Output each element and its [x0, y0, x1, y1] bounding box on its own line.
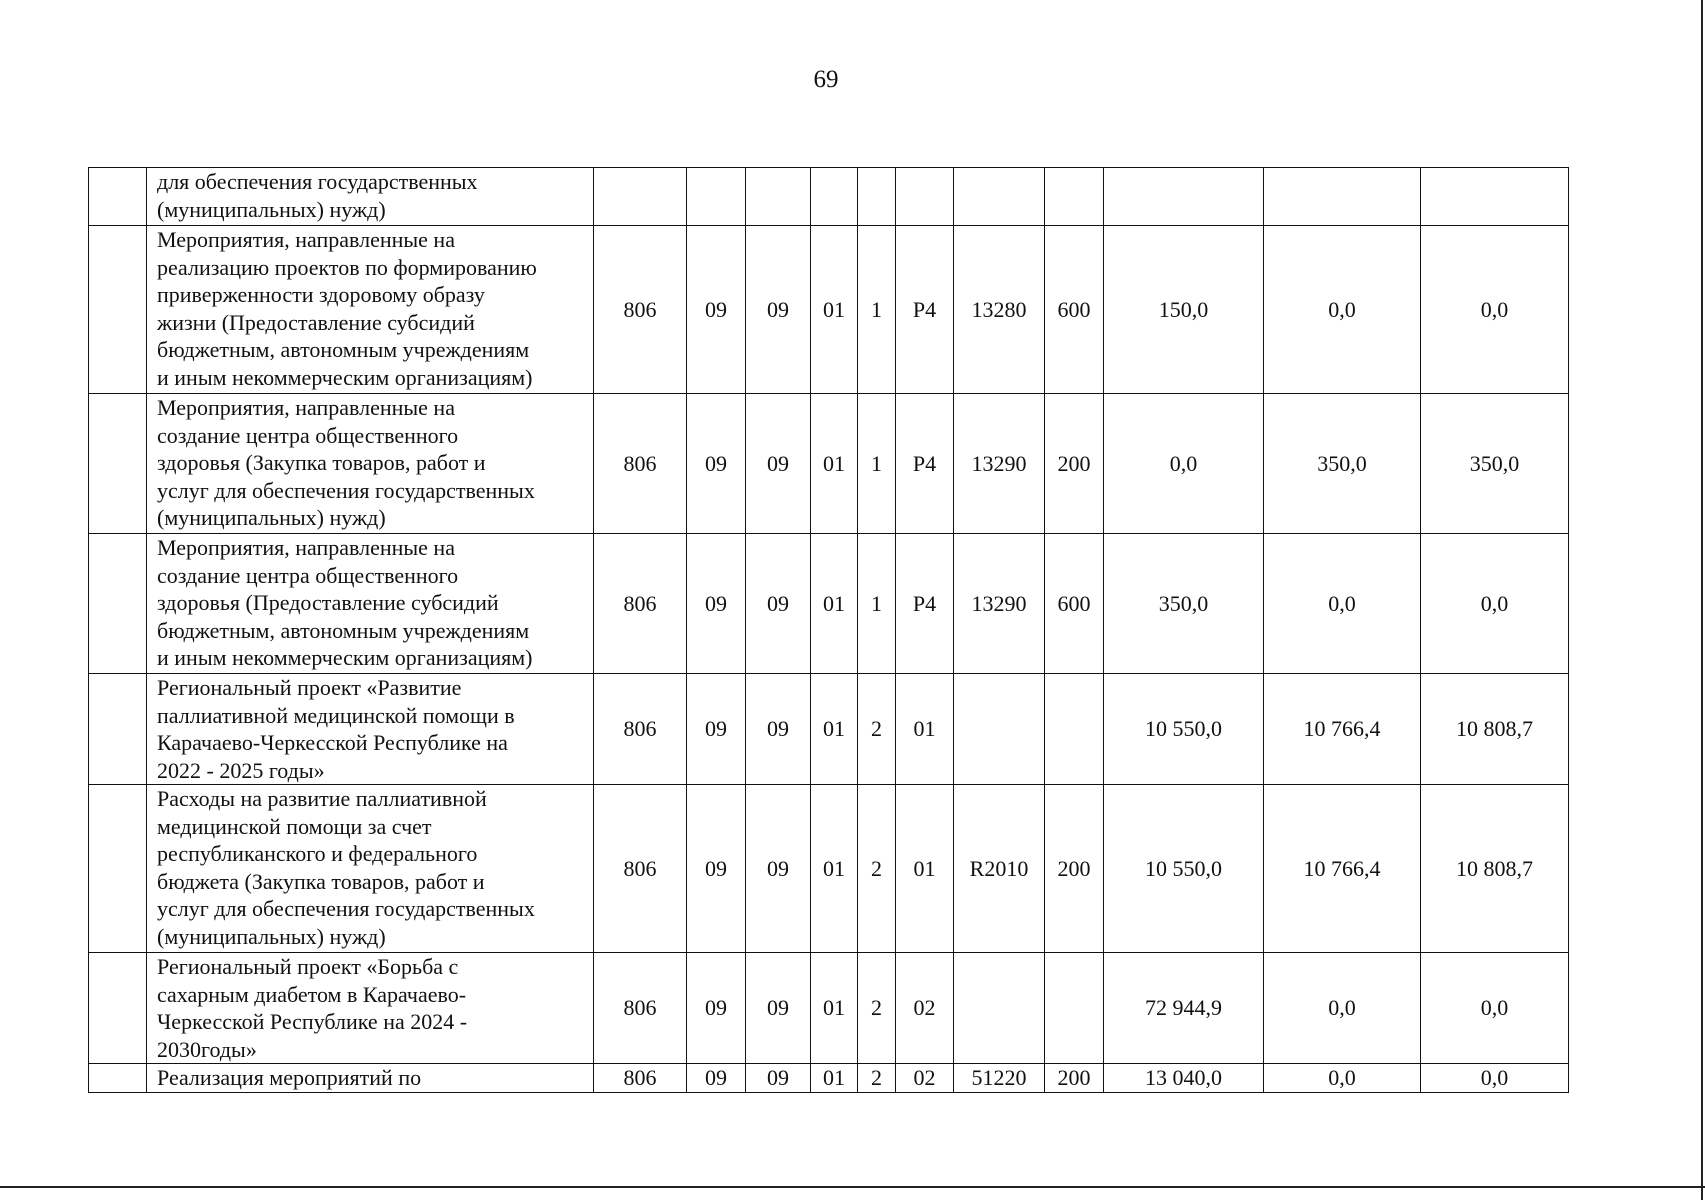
code-cell: 09: [746, 226, 811, 394]
code-cell: 09: [746, 785, 811, 953]
code-cell: 01: [811, 394, 858, 534]
item-name-cell: Мероприятия, направленные на реализацию проектов по формированию приверженности здоровому образу жизни (Предоставление субсидий бюджетным, автономным учреждениям и иным некоммерческим организациям): [147, 226, 594, 394]
code-cell: 02: [896, 1064, 954, 1093]
code-cell: 09: [687, 953, 746, 1064]
code-cell: 806: [594, 674, 687, 785]
code-cell: 09: [746, 1064, 811, 1093]
table-row: [89, 534, 1569, 674]
code-cell: 09: [687, 394, 746, 534]
amount-cell: 350,0: [1421, 394, 1569, 534]
code-cell: [858, 168, 896, 226]
item-name-cell: Реализация мероприятий по: [147, 1064, 594, 1093]
code-cell: 2: [858, 785, 896, 953]
code-cell: 09: [687, 1064, 746, 1093]
amount-cell: [1421, 168, 1569, 226]
code-cell: 600: [1045, 226, 1104, 394]
code-cell: [746, 168, 811, 226]
code-cell: 01: [811, 785, 858, 953]
page-number: 69: [813, 66, 839, 93]
page-edge: [1701, 0, 1703, 1200]
code-cell: [954, 953, 1045, 1064]
item-name-cell: Региональный проект «Борьба с сахарным диабетом в Карачаево- Черкесской Республике на 2024 - 2030годы»: [147, 953, 594, 1064]
code-cell: R2010: [954, 785, 1045, 953]
row-number-cell: [89, 168, 147, 226]
amount-cell: 0,0: [1104, 394, 1264, 534]
amount-cell: 0,0: [1264, 953, 1421, 1064]
code-cell: 09: [687, 226, 746, 394]
code-cell: 200: [1045, 785, 1104, 953]
code-cell: [594, 168, 687, 226]
code-cell: 09: [746, 674, 811, 785]
table-row: [89, 226, 1569, 394]
table-row: [89, 953, 1569, 1064]
item-name-cell: Мероприятия, направленные на создание центра общественного здоровья (Закупка товаров, работ и услуг для обеспечения государственных (муниципальных) нужд): [147, 394, 594, 534]
amount-cell: 0,0: [1421, 226, 1569, 394]
code-cell: 01: [811, 1064, 858, 1093]
item-name-cell: Региональный проект «Развитие паллиативной медицинской помощи в Карачаево-Черкесской Республике на 2022 - 2025 годы»: [147, 674, 594, 785]
table-row: [89, 674, 1569, 785]
amount-cell: [1104, 168, 1264, 226]
code-cell: 09: [746, 394, 811, 534]
code-cell: P4: [896, 394, 954, 534]
amount-cell: 150,0: [1104, 226, 1264, 394]
code-cell: 13290: [954, 394, 1045, 534]
code-cell: 01: [811, 953, 858, 1064]
row-number-cell: [89, 785, 147, 953]
row-number-cell: [89, 953, 147, 1064]
code-cell: 1: [858, 226, 896, 394]
amount-cell: 13 040,0: [1104, 1064, 1264, 1093]
code-cell: 2: [858, 674, 896, 785]
amount-cell: 350,0: [1264, 394, 1421, 534]
code-cell: [896, 168, 954, 226]
amount-cell: 0,0: [1421, 534, 1569, 674]
item-name-cell: для обеспечения государственных (муниципальных) нужд): [147, 168, 594, 226]
code-cell: P4: [896, 534, 954, 674]
code-cell: [1045, 953, 1104, 1064]
code-cell: 806: [594, 953, 687, 1064]
code-cell: 1: [858, 394, 896, 534]
page-edge: [0, 1186, 1705, 1188]
code-cell: 806: [594, 1064, 687, 1093]
row-number-cell: [89, 674, 147, 785]
table-body: [89, 168, 1569, 1093]
code-cell: P4: [896, 226, 954, 394]
amount-cell: 0,0: [1264, 1064, 1421, 1093]
code-cell: 09: [746, 953, 811, 1064]
row-number-cell: [89, 394, 147, 534]
code-cell: [954, 674, 1045, 785]
code-cell: 2: [858, 1064, 896, 1093]
amount-cell: 10 808,7: [1421, 785, 1569, 953]
code-cell: 01: [811, 534, 858, 674]
amount-cell: 10 766,4: [1264, 785, 1421, 953]
table-row: [89, 394, 1569, 534]
code-cell: 01: [811, 674, 858, 785]
code-cell: 09: [687, 674, 746, 785]
code-cell: 09: [746, 534, 811, 674]
amount-cell: 0,0: [1264, 226, 1421, 394]
code-cell: 01: [896, 674, 954, 785]
code-cell: 2: [858, 953, 896, 1064]
table-row: [89, 785, 1569, 953]
code-cell: 09: [687, 534, 746, 674]
amount-cell: 10 550,0: [1104, 785, 1264, 953]
code-cell: 806: [594, 785, 687, 953]
amount-cell: 0,0: [1264, 534, 1421, 674]
item-name-cell: Мероприятия, направленные на создание центра общественного здоровья (Предоставление субсидий бюджетным, автономным учреждениям и иным некоммерческим организациям): [147, 534, 594, 674]
code-cell: 13290: [954, 534, 1045, 674]
code-cell: 02: [896, 953, 954, 1064]
code-cell: [1045, 674, 1104, 785]
amount-cell: 72 944,9: [1104, 953, 1264, 1064]
code-cell: 200: [1045, 394, 1104, 534]
amount-cell: 0,0: [1421, 953, 1569, 1064]
code-cell: [1045, 168, 1104, 226]
code-cell: 806: [594, 226, 687, 394]
item-name-cell: Расходы на развитие паллиативной медицинской помощи за счет республиканского и федерального бюджета (Закупка товаров, работ и услуг для обеспечения государственных (муниципальных) нужд): [147, 785, 594, 953]
code-cell: 01: [811, 226, 858, 394]
code-cell: 13280: [954, 226, 1045, 394]
code-cell: [687, 168, 746, 226]
code-cell: 806: [594, 394, 687, 534]
amount-cell: [1264, 168, 1421, 226]
code-cell: 806: [594, 534, 687, 674]
table-row: [89, 1064, 1569, 1093]
code-cell: [954, 168, 1045, 226]
row-number-cell: [89, 534, 147, 674]
row-number-cell: [89, 226, 147, 394]
code-cell: 51220: [954, 1064, 1045, 1093]
budget-table: [88, 167, 1569, 1093]
table-row: [89, 168, 1569, 226]
amount-cell: 10 550,0: [1104, 674, 1264, 785]
row-number-cell: [89, 1064, 147, 1093]
code-cell: [811, 168, 858, 226]
amount-cell: 10 766,4: [1264, 674, 1421, 785]
amount-cell: 0,0: [1421, 1064, 1569, 1093]
amount-cell: 350,0: [1104, 534, 1264, 674]
code-cell: 01: [896, 785, 954, 953]
amount-cell: 10 808,7: [1421, 674, 1569, 785]
code-cell: 200: [1045, 1064, 1104, 1093]
code-cell: 09: [687, 785, 746, 953]
code-cell: 1: [858, 534, 896, 674]
code-cell: 600: [1045, 534, 1104, 674]
